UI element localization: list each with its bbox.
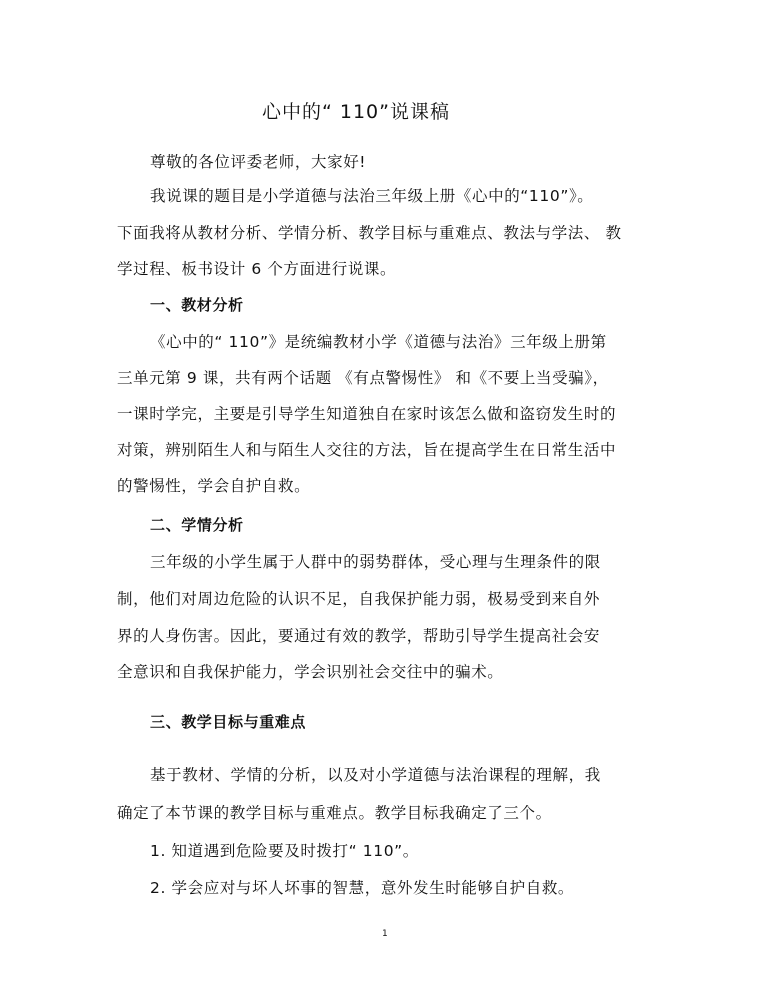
body-line: 制，他们对周边危险的认识不足，自我保护能力弱，极易受到来自外: [117, 590, 601, 608]
section-heading: 二、学情分析: [150, 516, 244, 534]
greeting-line: 尊敬的各位评委老师，大家好!: [150, 153, 367, 171]
body-line: 的警惕性，学会自护自救。: [117, 477, 311, 495]
section-heading: 三、教学目标与重难点: [150, 713, 307, 731]
body-line: 一课时学完，主要是引导学生知道独自在家时该怎么做和盗窃发生时的: [117, 405, 617, 423]
body-line: 三年级的小学生属于人群中的弱势群体，受心理与生理条件的限: [150, 553, 601, 571]
body-line: 对策，辨别陌生人和与陌生人交往的方法，旨在提高学生在日常生活中: [117, 441, 617, 459]
section-heading: 一、教材分析: [150, 296, 244, 314]
body-line: 《心中的“ 110”》是统编教材小学《道德与法治》三年级上册第: [150, 333, 607, 351]
body-line: 基于教材、学情的分析，以及对小学道德与法治课程的理解，我: [150, 766, 601, 784]
intro-line: 学过程、板书设计 6 个方面进行说课。: [117, 260, 397, 278]
intro-line: 下面我将从教材分析、学情分析、教学目标与重难点、教法与学法、 教: [117, 224, 622, 242]
intro-line: 我说课的题目是小学道德与法治三年级上册《心中的“110”》。: [150, 187, 594, 205]
page-number: 1: [382, 929, 389, 939]
list-item: 2. 学会应对与坏人坏事的智慧，意外发生时能够自护自救。: [150, 879, 575, 897]
document-title: 心中的“ 110”说课稿: [262, 101, 450, 123]
body-line: 三单元第 9 课，共有两个话题 《有点警惕性》 和《不要上当受骗》，: [117, 369, 609, 387]
list-item: 1. 知道遇到危险要及时拨打“ 110”。: [150, 842, 419, 860]
body-line: 确定了本节课的教学目标与重难点。教学目标我确定了三个。: [117, 804, 552, 822]
body-line: 全意识和自我保护能力，学会识别社会交往中的骗术。: [117, 663, 504, 681]
body-line: 界的人身伤害。因此，要通过有效的教学，帮助引导学生提高社会安: [117, 627, 601, 645]
